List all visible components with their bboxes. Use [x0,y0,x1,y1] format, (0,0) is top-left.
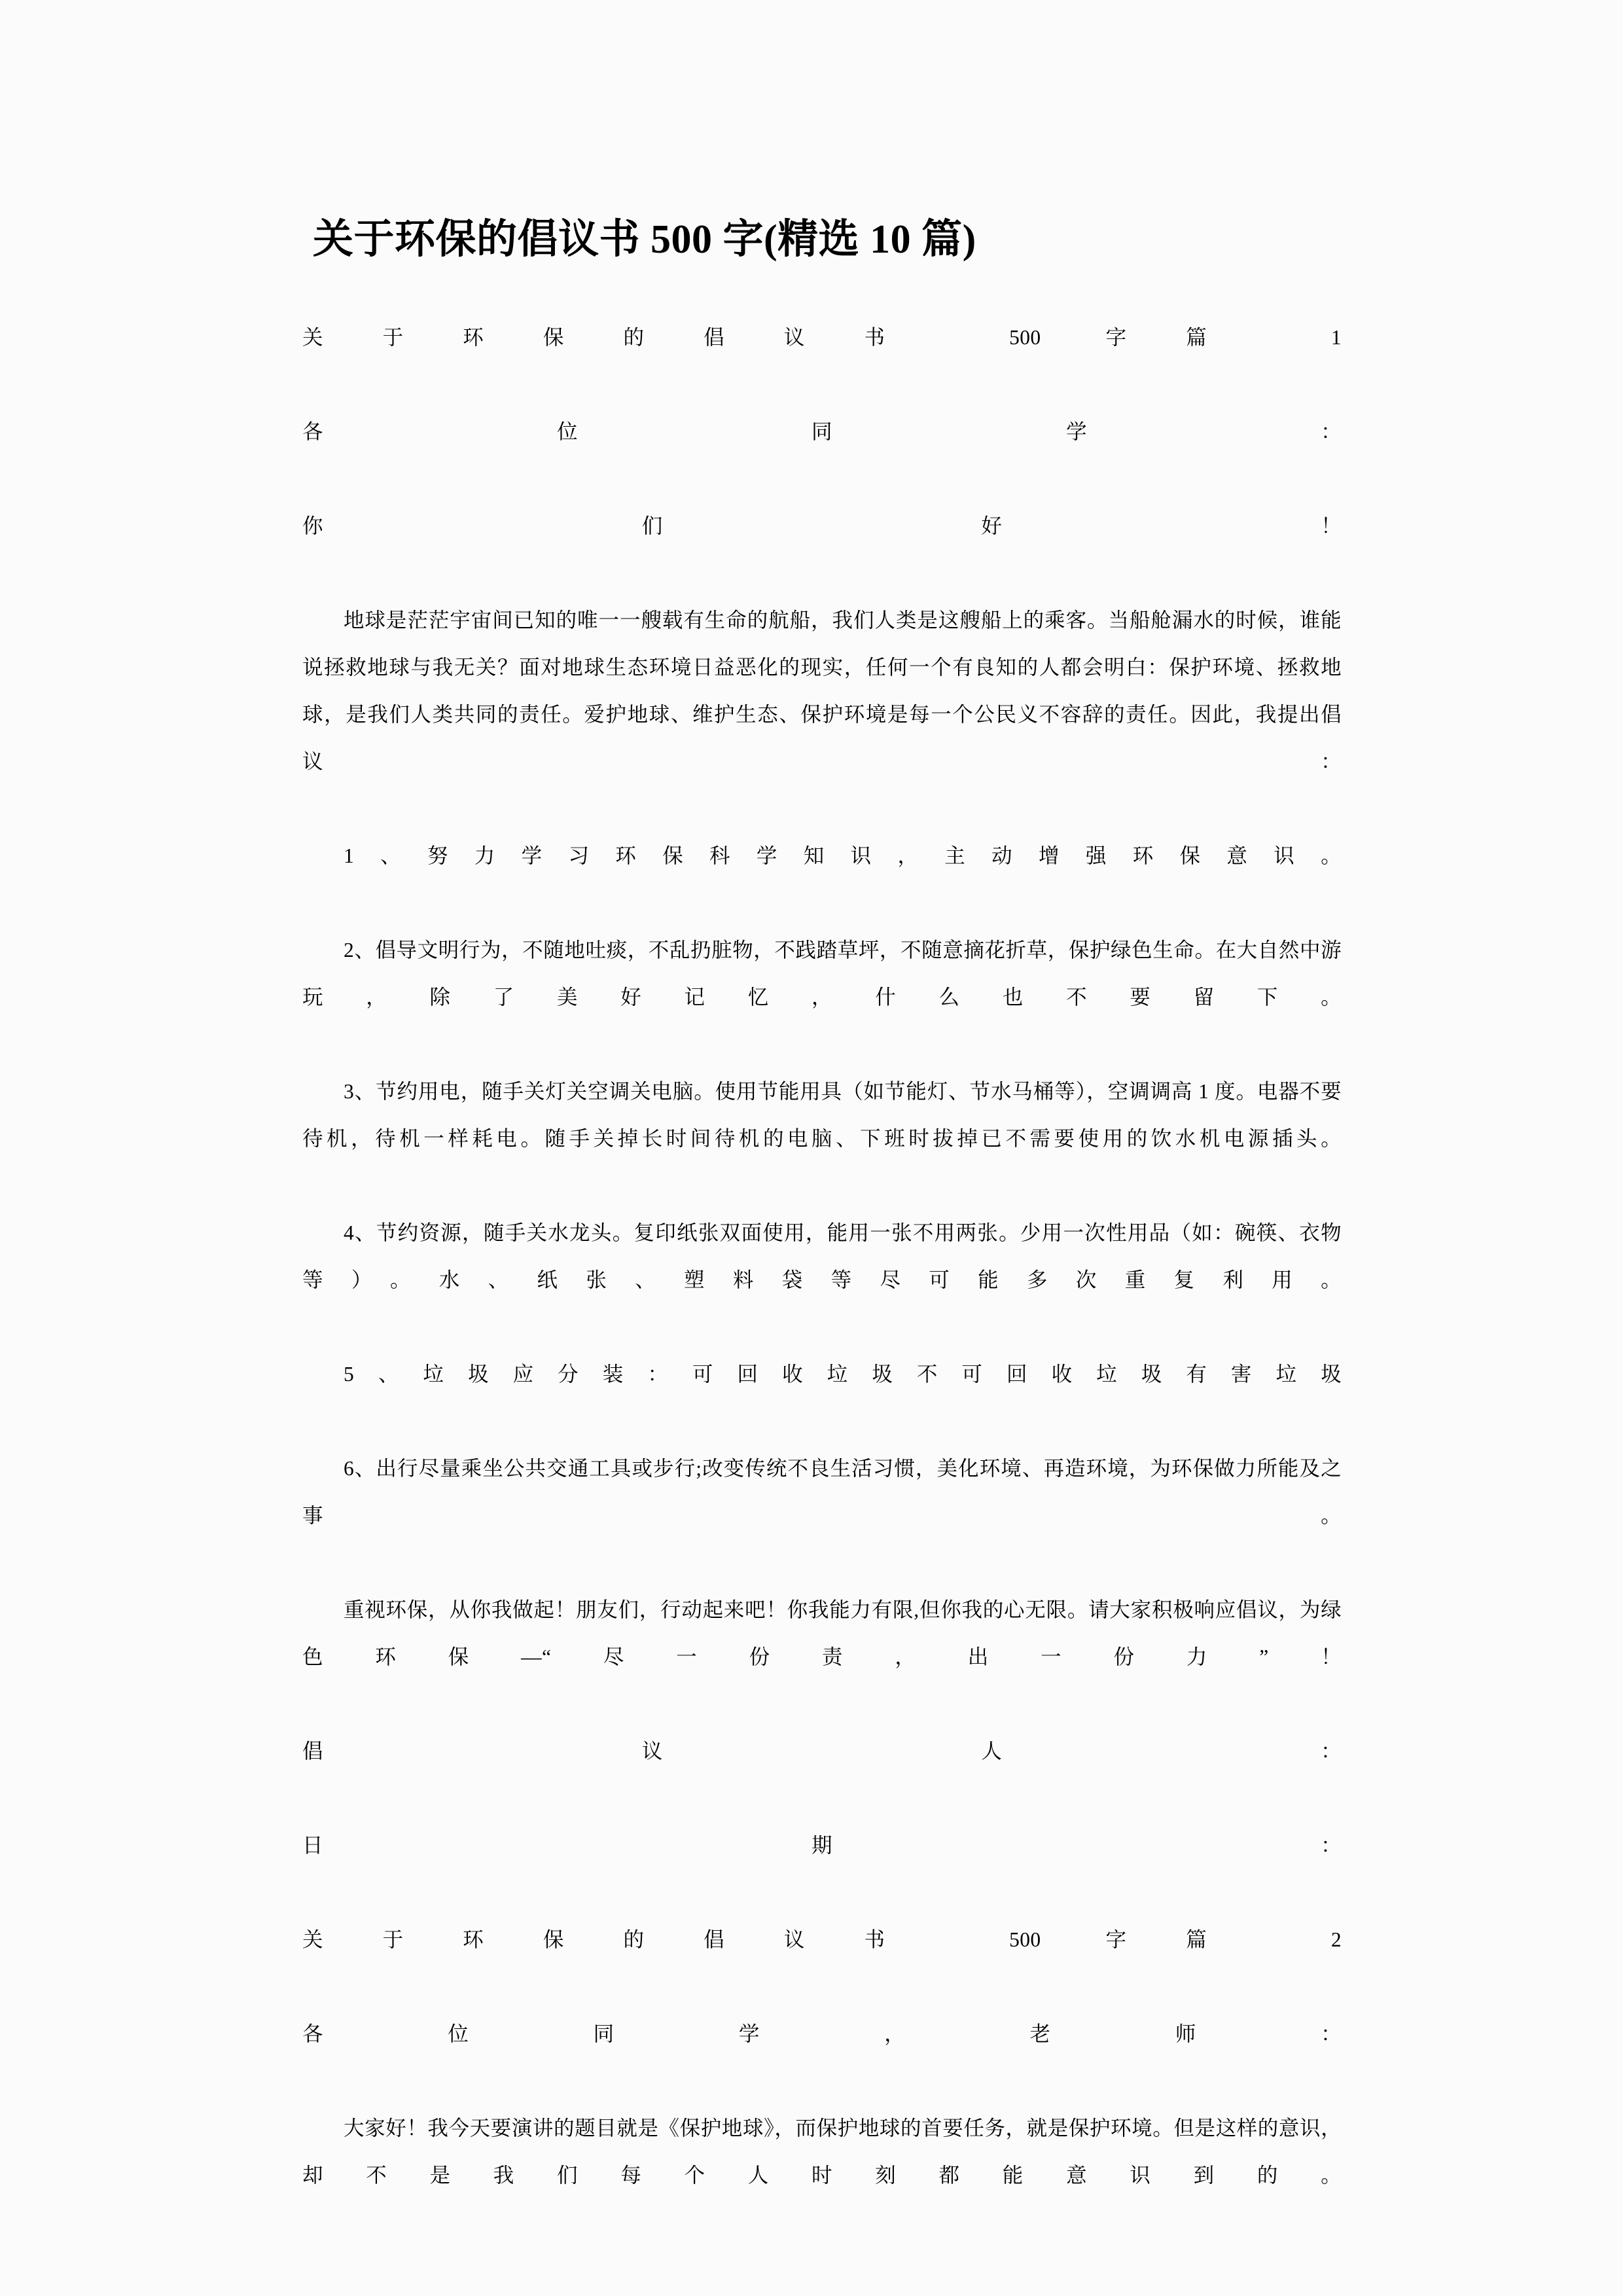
salutation-2: 各位同学，老师： [302,2022,1342,2045]
list-item-5: 5、垃圾应分装：可回收垃圾不可回收垃圾有害垃圾 [344,1363,1342,1386]
closing-paragraph-1: 重视环保，从你我做起！朋友们，行动起来吧！你我能力有限,但你我的心无限。请大家积极响应倡议，为绿色环保—“尽一份责，出一份力”！ [302,1598,1342,1668]
signature-proposer: 倡议人： [302,1740,1342,1763]
salutation-1: 各位同学： [302,420,1342,443]
list-item-6: 6、出行尽量乘坐公共交通工具或步行;改变传统不良生活习惯，美化环境、再造环境，为环保做力所能及之事。 [302,1457,1342,1527]
intro-paragraph-2: 大家好！我今天要演讲的题目就是《保护地球》，而保护地球的首要任务，就是保护环境。但是这样的意识，却不是我们每个人时刻都能意识到的。 [302,2117,1342,2187]
section-heading-1: 关于环保的倡议书 500 字篇 1 [302,326,1342,349]
signature-date: 日期： [302,1834,1342,1857]
document-body [302,314,1342,2246]
intro-paragraph-1: 地球是茫茫宇宙间已知的唯一一艘载有生命的航船，我们人类是这艘船上的乘客。当船舱漏水的时候，谁能说拯救地球与我无关？面对地球生态环境日益恶化的现实，任何一个有良知的人都会明白：保护环境、拯救地球，是我们人类共同的责任。爱护地球、维护生态、保护环境是每一个公民义不容辞的责任。因此，我提出倡议： [302,609,1342,773]
list-item-2: 2、倡导文明行为，不随地吐痰，不乱扔脏物，不践踏草坪，不随意摘花折草，保护绿色生命。在大自然中游玩，除了美好记忆，什么也不要留下。 [302,939,1342,1009]
list-item-4: 4、节约资源，随手关水龙头。复印纸张双面使用，能用一张不用两张。少用一次性用品（如：碗筷、衣物等）。水、纸张、塑料袋等尽可能多次重复利用。 [302,1221,1342,1291]
page-title: 关于环保的倡议书 500 字(精选 10 篇) [313,217,976,262]
list-item-1: 1、努力学习环保科学知识，主动增强环保意识。 [344,844,1342,867]
list-item-3: 3、节约用电，随手关灯关空调关电脑。使用节能用具（如节能灯、节水马桶等），空调调高 1 度。电器不要待机，待机一样耗电。随手关掉长时间待机的电脑、下班时拔掉已不需要使用的饮水机电源插头。 [302,1080,1342,1150]
section-heading-2: 关于环保的倡议书 500 字篇 2 [302,1928,1342,1951]
greeting-1: 你们好！ [302,514,1342,537]
